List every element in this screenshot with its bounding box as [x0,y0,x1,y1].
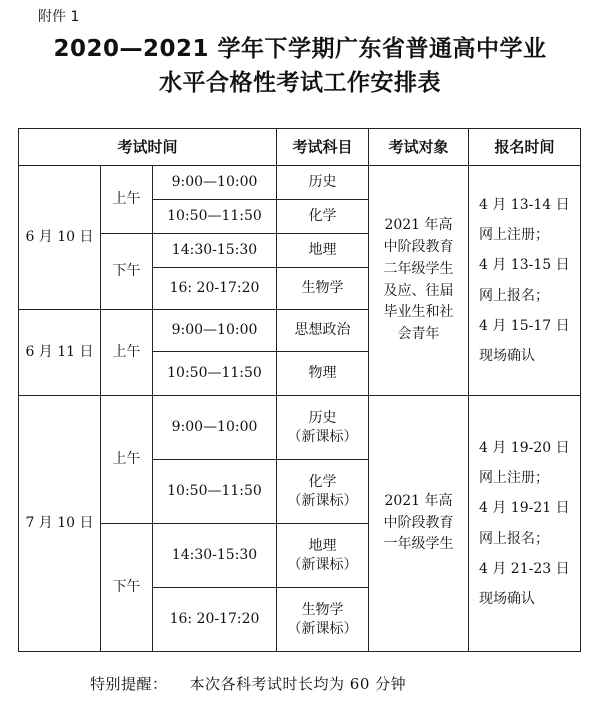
subject-cell [277,588,369,652]
period-cell: 下午 [101,524,153,652]
header-target: 考试对象 [369,129,469,166]
registration-line: 4 月 13-15 日 [479,257,570,274]
period-cell: 下午 [101,234,153,310]
target-line: 及应、往届 [383,282,454,299]
target-line: 一年级学生 [383,536,454,553]
time-cell: 10:50—11:50 [153,352,277,396]
header-exam-time: 考试时间 [19,129,277,166]
subject-cell: 思想政治 [277,310,369,352]
subject-standard: （新课标） [287,492,358,509]
time-cell: 10:50—11:50 [153,200,277,234]
registration-line: 4 月 15-17 日 [479,317,570,334]
registration-line: 4 月 21-23 日 [479,560,570,577]
target-line: 会青年 [397,325,440,342]
attachment-label: 附件 1 [38,9,80,25]
reminder-text: 本次各科考试时长均为 60 分钟 [189,675,407,693]
date-cell: 7 月 10 日 [19,396,101,652]
registration-line: 网上报名； [479,530,549,547]
subject-cell: 历史 [277,166,369,200]
exam-schedule-table [18,128,581,652]
subject-cell: 地理 [277,234,369,268]
registration-line: 网上报名； [479,287,549,304]
target-line: 2021 年高 [384,492,453,509]
registration-line: 现场确认 [479,590,535,607]
subject-standard: （新课标） [287,556,358,573]
period-cell: 上午 [101,310,153,396]
header-subject: 考试科目 [277,129,369,166]
subject-name: 地理 [308,537,337,554]
target-line: 2021 年高 [384,217,453,234]
target-cell-second [369,396,469,652]
reminder-label: 特别提醒： [90,675,168,693]
date-cell: 6 月 10 日 [19,166,101,310]
subject-cell: 生物学 [277,268,369,310]
subject-name: 历史 [308,409,337,426]
subject-cell [277,524,369,588]
time-cell: 9:00—10:00 [153,396,277,460]
target-cell-first [369,166,469,396]
time-cell: 16: 20-17:20 [153,268,277,310]
subject-name: 化学 [308,473,337,490]
table-row [19,396,581,460]
registration-line: 网上注册； [479,227,549,244]
time-cell: 14:30-15:30 [153,524,277,588]
registration-line: 现场确认 [479,347,535,364]
subject-standard: （新课标） [287,620,358,637]
time-cell: 10:50—11:50 [153,460,277,524]
target-line: 中阶段教育 [383,239,454,256]
target-line: 中阶段教育 [383,514,454,531]
subject-cell [277,460,369,524]
time-cell: 14:30-15:30 [153,234,277,268]
period-cell: 上午 [101,396,153,524]
time-cell: 9:00—10:00 [153,310,277,352]
subject-cell: 化学 [277,200,369,234]
target-line: 毕业生和社 [383,304,454,321]
registration-line: 4 月 19-20 日 [479,440,570,457]
time-cell: 9:00—10:00 [153,166,277,200]
title-line-2: 水平合格性考试工作安排表 [159,70,441,96]
period-cell: 上午 [101,166,153,234]
registration-line: 4 月 13-14 日 [479,197,570,214]
registration-cell-first [469,166,581,396]
target-line: 二年级学生 [383,260,454,277]
subject-cell [277,396,369,460]
header-row [19,129,581,166]
subject-cell: 物理 [277,352,369,396]
time-cell: 16: 20-17:20 [153,588,277,652]
subject-standard: （新课标） [287,428,358,445]
title-line-1: 2020—2021 学年下学期广东省普通高中学业 [53,36,547,62]
registration-line: 网上注册； [479,470,549,487]
registration-cell-second [469,396,581,652]
registration-line: 4 月 19-21 日 [479,500,570,517]
special-reminder [90,673,406,694]
subject-name: 生物学 [301,601,344,618]
header-registration: 报名时间 [469,129,581,166]
table-row [19,166,581,200]
date-cell: 6 月 11 日 [19,310,101,396]
